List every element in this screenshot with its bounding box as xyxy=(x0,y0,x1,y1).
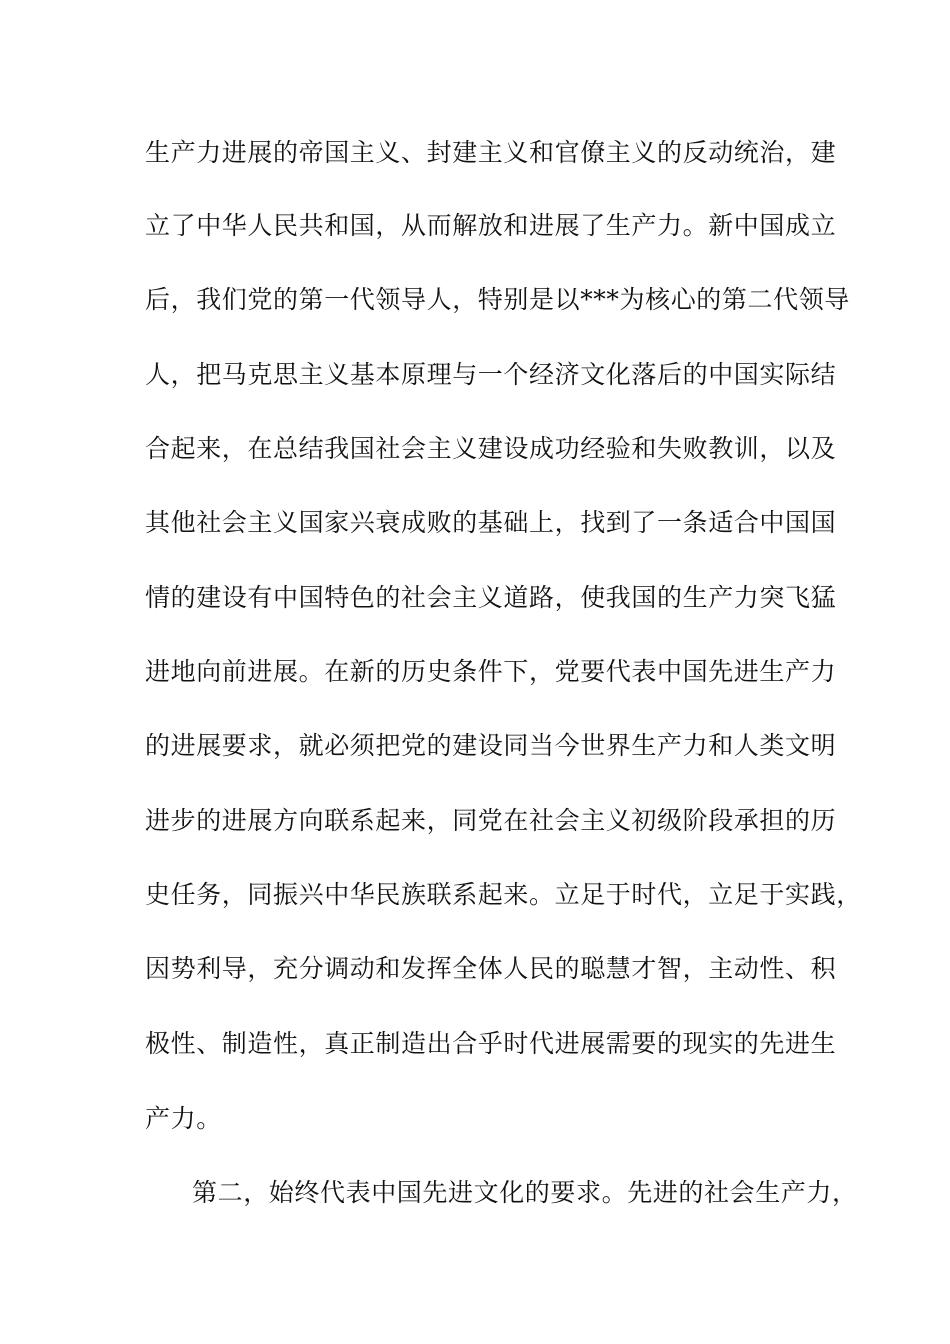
text-line-4: 人，把马克思主义基本原理与一个经济文化落后的中国实际结 xyxy=(145,360,837,389)
text-line-6: 其他社会主义国家兴衰成败的基础上，找到了一条适合中国国 xyxy=(145,508,837,537)
text-line-12: 因势利导，充分调动和发挥全体人民的聪慧才智，主动性、积 xyxy=(145,954,837,983)
text-line-11: 史任务，同振兴中华民族联系起来。立足于时代，立足于实践， xyxy=(145,880,862,909)
text-line-10: 进步的进展方向联系起来，同党在社会主义初级阶段承担的历 xyxy=(145,806,837,835)
text-line-14: 产力。 xyxy=(145,1104,222,1133)
text-line-9: 的进展要求，就必须把党的建设同当今世界生产力和人类文明 xyxy=(145,731,837,760)
text-line-3: 后，我们党的第一代领导人，特别是以***为核心的第二代领导 xyxy=(145,285,850,314)
text-line-8: 进地向前进展。在新的历史条件下，党要代表中国先进生产力 xyxy=(145,657,837,686)
text-line-1: 生产力进展的帝国主义、封建主义和官僚主义的反动统治，建 xyxy=(145,138,837,167)
text-line-5: 合起来，在总结我国社会主义建设成功经验和失败教训，以及 xyxy=(145,434,837,463)
text-line-13: 极性、制造性，真正制造出合乎时代进展需要的现实的先进生 xyxy=(145,1029,837,1058)
text-line-7: 情的建设有中国特色的社会主义道路，使我国的生产力突飞猛 xyxy=(145,583,837,612)
text-line-2: 立了中华人民共和国，从而解放和进展了生产力。新中国成立 xyxy=(145,211,837,240)
paragraph-start-line: 第二，始终代表中国先进文化的要求。先进的社会生产力， xyxy=(192,1178,858,1207)
